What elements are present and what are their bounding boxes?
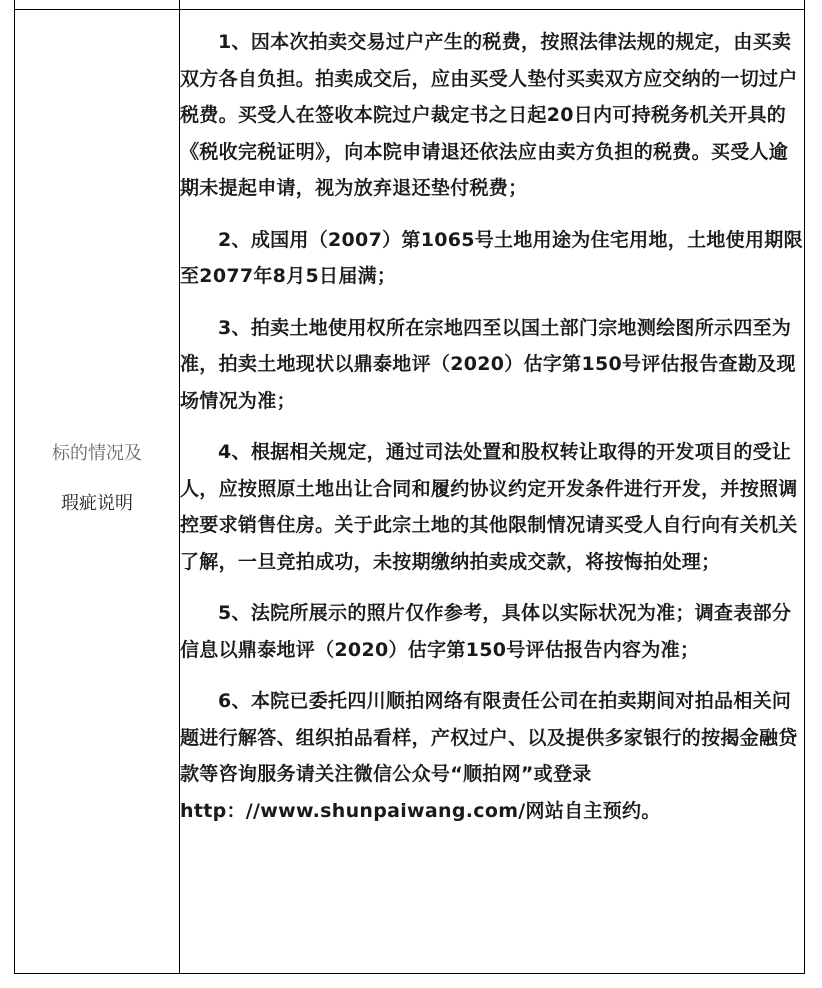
info-table <box>14 0 805 974</box>
notes-content <box>180 10 804 829</box>
note-paragraph-3: 3、拍卖土地使用权所在宗地四至以国土部门宗地测绘图所示四至为准，拍卖土地现状以鼎泰地评（2020）估字第150号评估报告查勘及现场情况为准； <box>180 316 796 412</box>
row-label-line-2: 瑕疵说明 <box>61 493 133 514</box>
note-paragraph-6: 6、本院已委托四川顺拍网络有限责任公司在拍卖期间对拍品相关问题进行解答、组织拍品看样，产权过户、以及提供多家银行的按揭金融贷款等咨询服务请关注微信公众号“顺拍网”或登录http：//www.shunpaiwang.com/网站自主预约。 <box>180 690 798 822</box>
note-paragraph-4: 4、根据相关规定，通过司法处置和股权转让取得的开发项目的受让人，应按照原土地出让合同和履约协议约定开发条件进行开发，并按照调控要求销售住房。关于此宗土地的其他限制情况请买受人自行向有关机关了解，一旦竞拍成功，未按期缴纳拍卖成交款，将按悔拍处理； <box>180 441 798 573</box>
row-label-line-1: 标的情况及 <box>52 443 142 464</box>
note-paragraph-5: 5、法院所展示的照片仅作参考，具体以实际状况为准；调查表部分信息以鼎泰地评（2020）估字第150号评估报告内容为准； <box>180 602 792 661</box>
note-paragraph-2: 2、成国用（2007）第1065号土地用途为住宅用地，土地使用期限至2077年8月5日届满； <box>180 228 803 287</box>
row-label <box>15 439 179 519</box>
note-paragraph-1: 1、因本次拍卖交易过户产生的税费，按照法律法规的规定，由买卖双方各自负担。拍卖成交后，应由买受人垫付买卖双方应交纳的一切过户税费。买受人在签收本院过户裁定书之日起20日内可持税务机关开具的《税收完税证明》，向本院申请退还依法应由卖方负担的税费。买受人逾期未提起申请，视为放弃退还垫付税费； <box>180 31 798 199</box>
